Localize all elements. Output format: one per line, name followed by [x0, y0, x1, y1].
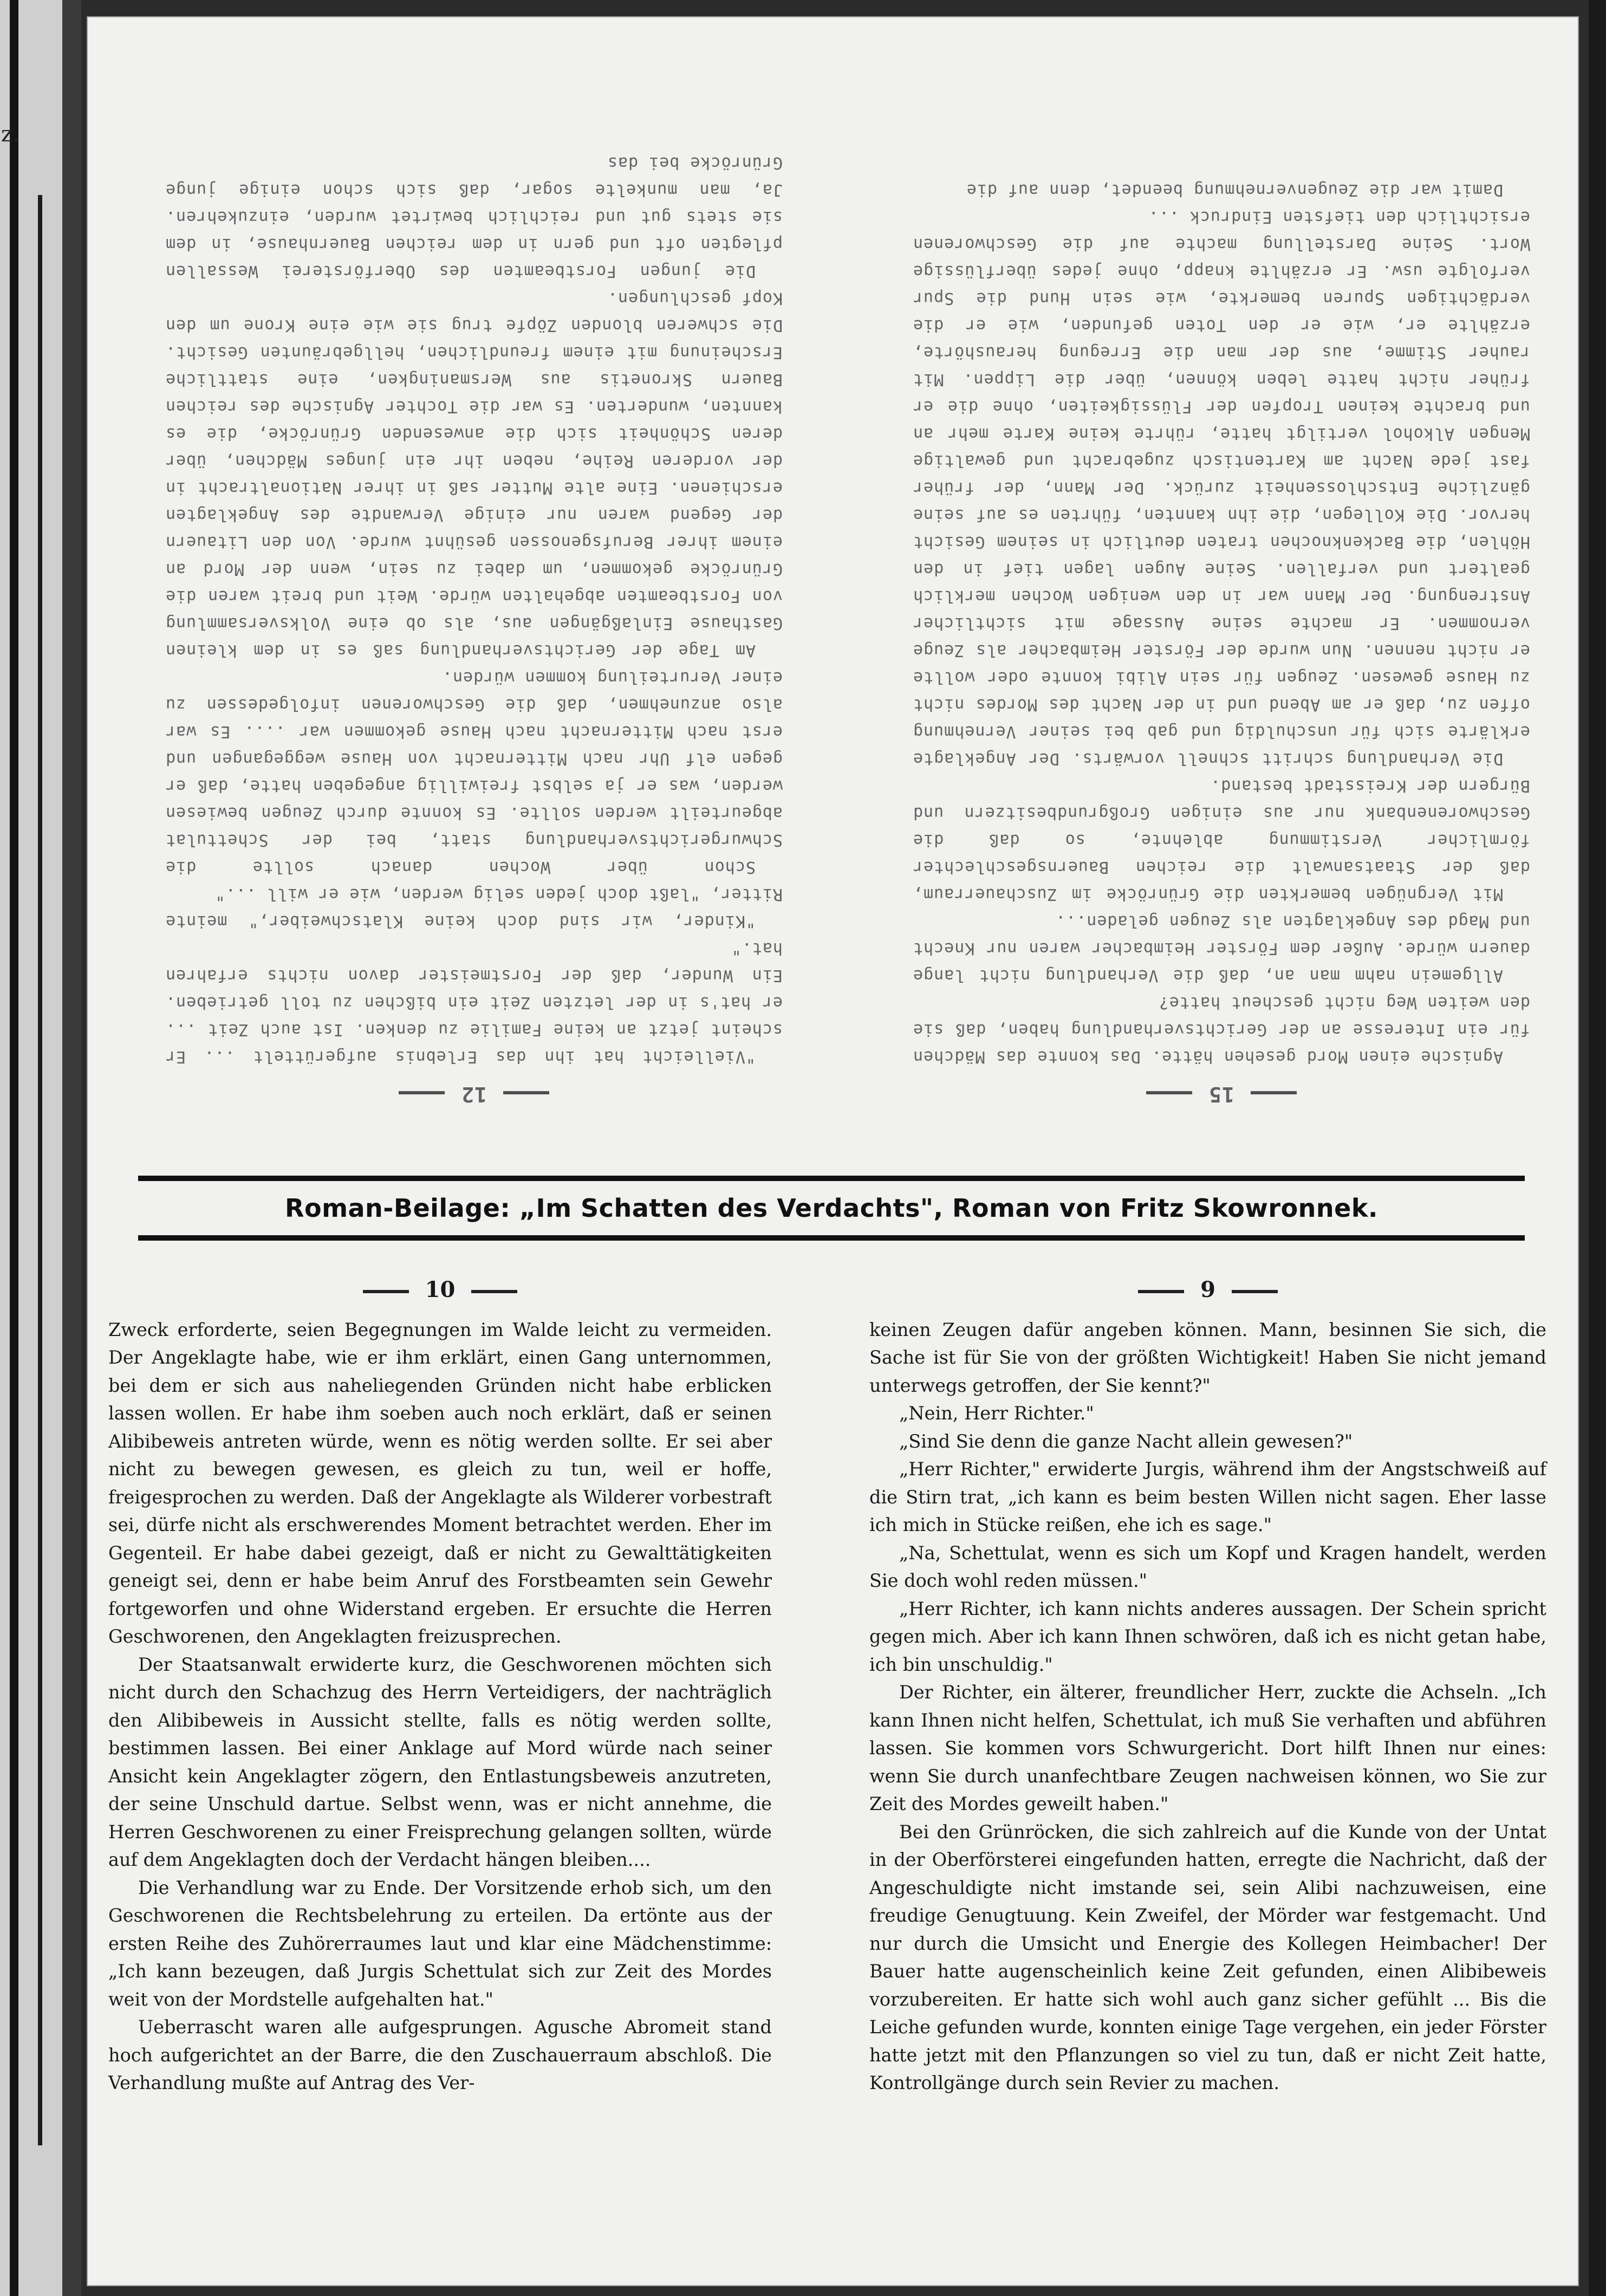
paragraph: Agnische einen Mord gesehen hätte. Das konnte das Mädchen für ein Interesse an der Gerichtsverhandlung haben, daß sie den weiten Weg nicht gescheut hatte? — [913, 993, 1530, 1066]
paragraph: Damit war die Zeugenvernehmung beendet, denn auf die — [966, 180, 1503, 199]
adjacent-page-frame — [38, 195, 42, 2145]
adjacent-page-fragment: z. — [1, 122, 19, 147]
banner-bottom-rule — [138, 1235, 1525, 1241]
paragraph: Die jungen Forstbeamten des Oberförsterei Wessallen pflegten oft und gern in dem reichen Bauernhause, in dem sie stets gut und reichlich bewirtet wurden, einzukehren. Ja, man munkelte sogar, daß sich schon einige junge Grünröcke bei das — [165, 153, 783, 281]
paragraph: „Herr Richter, ich kann nichts anderes aussagen. Der Schein spricht gegen mich. Aber ich kann Ihnen schwören, daß ich es nicht getan habe, ich bin unschuldig." — [869, 1598, 1546, 1675]
page-10-column — [108, 1276, 772, 2097]
paragraph: „Herr Richter," erwiderte Jurgis, während ihm der Angstschweiß auf die Stirn trat, „ich kann es beim besten Willen nicht sagen. Eher lasse ich mich in Stücke reißen, ehe ich es sage." — [869, 1458, 1546, 1535]
paragraph: Zweck erforderte, seien Begegnungen im Walde leicht zu vermeiden. Der Angeklagte habe, wie er ihm erklärt, einen Gang unternommen, bei dem er sich aus naheliegenden Gründen nicht habe erblicken lassen wollen. Er habe ihm soeben auch noch erklärt, daß er seinen Alibibeweis antreten würde, wenn es nötig werden sollte. Er sei aber nicht zu bewegen gewesen, es gleich zu tun, weil er hoffe, freigesprochen zu werden. Daß der Angeklagte als Wilderer vorbestraft sei, dürfe nicht als erschwerendes Moment betrachtet werden. Eher im Gegenteil. Er habe dabei gezeigt, daß er nicht zu Gewalttätigkeiten geneigt sei, denn er habe beim Anruf des Forstbeamten sein Gewehr fortgeworfen und ohne Widerstand ergeben. Er ersuchte die Herren Geschworenen, den Angeklagten freizusprechen. — [108, 1319, 772, 1647]
paragraph: „Nein, Herr Richter." — [899, 1403, 1094, 1424]
paragraph: „Sind Sie denn die ganze Nacht allein gewesen?" — [899, 1430, 1353, 1452]
paragraph: Schon über Wochen danach sollte die Schwurgerichtsverhandlung statt, bei der Schettulat abgeurteilt werden sollte. Es konnte durch Zeugen bewiesen werden, was er ja selbst freiwillig angegeben hatte, daß er gegen elf Uhr nach Mitternacht von Hause weggegangen und erst nach Mitternacht nach Hause gekommen war .... Es war also anzunehmen, daß die Geschworenen infolgedessen zu einer Verurteilung kommen würden. — [165, 668, 783, 877]
page-number: 9 — [869, 1276, 1546, 1304]
page-number: 12 — [165, 1081, 783, 1108]
paragraph: Ueberrascht waren alle aufgesprungen. Agusche Abromeit stand hoch aufgerichtet an der Barre, die den Zuschauerraum abschloß. Die Verhandlung mußte auf Antrag des Ver- — [108, 2016, 772, 2093]
paragraph: Mit Vergnügen bemerkten die Grünröcke im Zuschauerraum, daß der Staatsanwalt die reichen Bauernsgeschlechter förmlicher Verstimmung ablehnte, so daß die Geschworenenbank nur aus einigen Großgrundbesitzern und Bürgern der Kreisstadt bestand. — [913, 776, 1530, 904]
column-text — [869, 1316, 1546, 2097]
paragraph: Der Richter, ein älterer, freundlicher Herr, zuckte die Achseln. „Ich kann Ihnen nicht helfen, Schettulat, ich muß Sie verhaften und abführen lassen. Sie kommen vors Schwurgericht. Dort hilft Ihnen nur eines: wenn Sie durch unanfechtbare Zeugen nachweisen können, wo Sie zur Zeit des Mordes geweilt haben." — [869, 1682, 1546, 1814]
inverted-page-15 — [913, 176, 1530, 1108]
scan-right-edge — [1589, 0, 1606, 2296]
binding-shadow — [10, 0, 18, 2296]
paragraph: keinen Zeugen dafür angeben können. Mann, besinnen Sie sich, die Sache ist für Sie von der größten Wichtigkeit! Haben Sie nicht jemand unterwegs getroffen, der Sie kennt?" — [869, 1319, 1546, 1396]
paragraph: "Vielleicht hat ihn das Erlebnis aufgerüttelt ... Er scheint jetzt an keine Familie zu denken. Ist auch Zeit ... er hat's in der letzten Zeit ein bißchen zu toll getrieben. Ein Wunder, daß der Forstmeister davon nichts erfahren hat." — [165, 939, 783, 1066]
column-text — [108, 1316, 772, 2097]
paragraph: Am Tage der Gerichtsverhandlung saß es in dem kleinen Gasthause Einlaßgängen aus, als ob eine Volksversammlung von Forstbeamten abgehalten würde. Weit und breit waren die Grünröcke gekommen, um dabei zu sein, wenn der Mord an einem ihrer Berufsgenossen gesühnt wurde. Von den Litauern der Gegend waren nur einige Verwandte des Angeklagten erschienen. Eine alte Mutter saß in ihrer Nationaltracht in der vorderen Reihe, neben ihr ein junges Mädchen, über deren Schönheit sich die anwesenden Grünröcke, die es kannten, wunderten. Es war die Tochter Agnische des reichen Bauern Skronetis aus Wersmaningken, eine stattliche Erscheinung mit einem freundlichen, hellgebräunten Gesicht. Die schweren blonden Zöpfe trug sie wie eine Krone um den Kopf geschlungen. — [165, 289, 783, 660]
paragraph: Allgemein nahm man an, daß die Verhandlung nicht lange dauern würde. Außer dem Förster Heimbacher waren nur Knecht und Magd des Angeklagten als Zeugen geladen... — [913, 912, 1530, 985]
banner-title: Roman-Beilage: „Im Schatten des Verdachts", Roman von Fritz Skowronnek. — [285, 1194, 1378, 1223]
banner-top-rule — [138, 1176, 1525, 1181]
paragraph: Die Verhandlung war zu Ende. Der Vorsitzende erhob sich, um den Geschworenen die Rechtsbelehrung zu erteilen. Da ertönte aus der ersten Reihe des Zuhörerraumes laut und klar eine Mädchenstimme: „Ich kann bezeugen, daß Jurgis Schettulat sich zur Zeit des Mordes weit von der Mordstelle aufgehalten hat." — [108, 1877, 772, 2010]
page-9-column — [869, 1276, 1546, 2097]
page-number: 10 — [108, 1276, 772, 1304]
page-number: 15 — [913, 1081, 1530, 1108]
paragraph: Die Verhandlung schritt schnell vorwärts. Der Angeklagte erklärte sich für unschuldig und gab bei seiner Vernehmung offen zu, daß er am Abend und in der Nacht des Mordes nicht zu Hause gewesen. Zeugen für sein Alibi konnte oder wollte er nicht nennen. Nun wurde der Förster Heimbacher als Zeuge vernommen. Er machte seine Aussage mit sichtlicher Anstrengung. Der Mann war in den wenigen Wochen merklich gealtert und verfallen. Seine Augen lagen tief in den Höhlen, die Backenknochen traten deutlich in seinem Gesicht hervor. Die Kollegen, die ihn kannten, führten es auf seine gänzliche Entschlossenheit zurück. Der Mann, der früher fast jede Nacht am Kartentisch zugebracht und gewaltige Mengen Alkohol vertilgt hatte, rührte keine Karte mehr an und brachte keinen Tropfen der Flüssigkeiten, ohne die er früher nicht hatte leben können, über die Lippen. Mit rauher Stimme, aus der man die Erregung heraushörte, erzählte er, wie er den Toten gefunden, wie er die verdächtigen Spuren bemerkte, wie sein Hund die Spur verfolgte usw. Er erzählte knapp, ohne jedes überflüssige Wort. Seine Darstellung machte auf die Geschworenen ersichtlich den tiefsten Eindruck ... — [913, 207, 1530, 768]
paragraph: Der Staatsanwalt erwiderte kurz, die Geschworenen möchten sich nicht durch den Schachzug des Herrn Verteidigers, der nachträglich den Alibibeweis in Aussicht stellte, falls es nötig werden sollte, bestimmen lassen. Bei einer Anklage auf Mord würde nach seiner Ansicht kein Angeklagter zögern, den Entlastungsbeweis anzutreten, der seine Unschuld dartue. Selbst wenn, was er nicht annehme, die Herren Geschworenen zu einer Freisprechung gelangen sollten, würde auf dem Angeklagten doch der Verdacht hängen bleiben.... — [108, 1653, 772, 1870]
inverted-column-text — [913, 176, 1530, 1070]
paragraph: „Na, Schettulat, wenn es sich um Kopf und Kragen handelt, werden Sie doch wohl reden müssen." — [869, 1542, 1546, 1591]
inverted-upper-half — [87, 16, 1579, 1159]
newspaper-page — [87, 16, 1579, 2286]
inverted-page-12 — [165, 149, 783, 1108]
paragraph: Bei den Grünröcken, die sich zahlreich auf die Kunde von der Untat in der Oberförsterei eingefunden hatten, erregte die Nachricht, daß der Angeschuldigte nicht imstande sei, sein Alibi nachzuweisen, eine freudige Genugtuung. Kein Zweifel, der Mörder war festgemacht. Und nur durch die Umsicht und Energie des Kollegen Heimbacher! Der Bauer hatte augenscheinlich keine Zeit gefunden, einen Alibibeweis vorzubereiten. Er hatte sich wohl auch ganz sicher gefühlt ... Bis die Leiche gefunden wurde, konnten einige Tage vergehen, ein jeder Förster hatte jetzt mit den Pflanzungen so viel zu tun, daß er nicht Zeit hatte, Kontrollgänge durch sein Revier zu machen. — [869, 1821, 1546, 2093]
adjacent-page-edge — [0, 0, 81, 2296]
paragraph: "Kinder, wir sind doch keine Klatschweiber," meinte Ritter, "laßt doch jeden selig werden, wie er will ..." — [165, 885, 783, 931]
inverted-column-text — [165, 149, 783, 1070]
roman-beilage-banner — [138, 1176, 1525, 1241]
